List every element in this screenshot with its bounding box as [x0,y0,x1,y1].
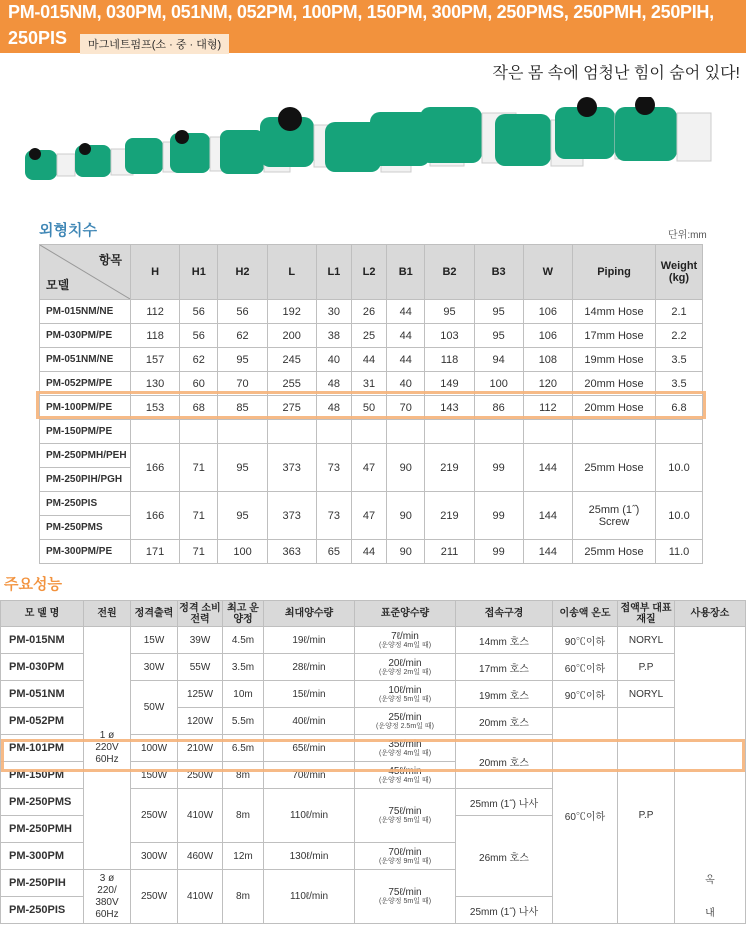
model-cell: PM-030PM/PE [40,324,131,348]
table-row [40,444,703,468]
max-flow-cell: 19ℓ/min [264,627,355,654]
model-cell: PM-101PM [1,735,84,762]
std-flow-note: (운양정 4m일 때) [378,776,432,784]
max-flow-cell: 40ℓ/min [264,708,355,735]
value-cell: 363 [267,540,316,564]
head-cell: 4.5m [223,627,264,654]
value-cell: 71 [180,492,218,540]
std-flow-note: (운양정 5m일 때) [378,898,432,905]
value-cell: 56 [180,324,218,348]
consumption-cell: 250W [178,762,223,789]
value-cell [387,420,425,444]
value-cell: 245 [267,348,316,372]
value-cell: 255 [267,372,316,396]
table-row [40,300,703,324]
std-flow-note: (운양정 9m일 때) [378,857,432,865]
perf-col-header: 정격출력 [131,601,178,627]
output-cell: 15W [131,627,178,654]
value-cell: 144 [523,444,572,492]
value-cell: 130 [131,372,180,396]
perf-col-header: 전원 [84,601,131,627]
value-cell: 112 [131,300,180,324]
table-row [40,420,703,444]
value-cell [474,420,523,444]
max-flow-cell: 15ℓ/min [264,681,355,708]
value-cell: 95 [218,444,267,492]
value-cell: 373 [267,492,316,540]
model-cell: PM-150PM [1,762,84,789]
max-flow-cell: 110ℓ/min [264,789,355,843]
std-flow-note: (운양정 4m일 때) [378,749,432,757]
std-flow-note: (운양정 2m일 때) [378,668,432,676]
unit-note: 단위:mm [668,230,707,241]
dim-col-header: Piping [573,245,656,300]
model-cell: PM-100PM/PE [40,396,131,420]
dim-corner-cell [40,245,131,300]
header-bar [0,0,746,53]
value-cell: 48 [316,372,351,396]
value-cell [180,420,218,444]
head-cell: 8m [223,789,264,843]
value-cell: 3.5 [656,372,703,396]
value-cell: 25mm (1˝) Screw [573,492,656,540]
value-cell: 95 [218,348,267,372]
value-cell: 95 [474,300,523,324]
value-cell: 108 [523,348,572,372]
power-cell [84,627,131,870]
value-cell: 219 [425,492,474,540]
value-cell: 219 [425,444,474,492]
subtitle-tag: 마그네트펌프(소 · 중 · 대형) [80,34,229,54]
std-flow: 25ℓ/min [388,711,422,723]
value-cell: 71 [180,540,218,564]
value-cell: 25mm Hose [573,444,656,492]
std-flow-cell [355,708,456,735]
value-cell: 112 [523,396,572,420]
output-cell: 250W [131,870,178,924]
std-flow: 70ℓ/min [388,846,422,858]
value-cell: 44 [387,324,425,348]
std-flow-note: (운양정 5m일 때) [378,817,432,824]
connection-cell: 17mm 호스 [456,654,553,681]
std-flow: 75ℓ/min [388,887,422,898]
value-cell: 149 [425,372,474,396]
std-flow-cell [355,789,456,843]
connection-cell: 14mm 호스 [456,627,553,654]
value-cell: 143 [425,396,474,420]
value-cell: 44 [351,348,386,372]
std-flow-note: (운양정 5m일 때) [378,695,432,703]
value-cell: 20mm Hose [573,396,656,420]
std-flow-note: (운양정 4m일 때) [378,641,432,649]
location-char: 내 [705,908,715,919]
value-cell: 30 [316,300,351,324]
value-cell [351,420,386,444]
head-cell: 12m [223,843,264,870]
value-cell: 100 [218,540,267,564]
output-cell: 250W [131,789,178,843]
value-cell: 90 [387,492,425,540]
value-cell: 275 [267,396,316,420]
value-cell: 60 [180,372,218,396]
value-cell: 85 [218,396,267,420]
value-cell: 90 [387,444,425,492]
model-cell: PM-250PIS [40,492,131,516]
value-cell: 62 [180,348,218,372]
value-cell: 153 [131,396,180,420]
value-cell: 211 [425,540,474,564]
value-cell [131,420,180,444]
value-cell: 25mm Hose [573,540,656,564]
value-cell: 100 [474,372,523,396]
value-cell: 56 [218,300,267,324]
dim-col-header: H1 [180,245,218,300]
table-row [40,324,703,348]
value-cell: 48 [316,396,351,420]
corner-model-label: 모델 [46,278,70,292]
perf-col-header: 사용장소 [675,601,746,627]
std-flow-cell [355,681,456,708]
connection-cell: 19mm 호스 [456,681,553,708]
value-cell: 44 [351,540,386,564]
std-flow-cell [355,654,456,681]
page-title-line2: 250PIS [8,28,68,48]
consumption-cell: 410W [178,870,223,924]
temperature-cell: 90℃이하 [553,681,618,708]
value-cell: 94 [474,348,523,372]
perf-col-header: 최대양수량 [264,601,355,627]
model-cell: PM-250PMH [1,816,84,843]
std-flow: 20ℓ/min [388,657,422,669]
value-cell: 95 [425,300,474,324]
perf-col-header: 정격 소비전력 [179,602,221,625]
model-cell: PM-250PMS [1,789,84,816]
perf-col-header: 표준양수량 [355,601,456,627]
value-cell: 99 [474,492,523,540]
value-cell: 47 [351,444,386,492]
output-cell: 100W [131,735,178,762]
head-cell: 6.5m [223,735,264,762]
value-cell [316,420,351,444]
material-cell: P.P [618,708,675,924]
value-cell: 200 [267,324,316,348]
value-cell: 70 [387,396,425,420]
value-cell [573,420,656,444]
material-cell: NORYL [618,681,675,708]
performance-table [0,600,746,924]
consumption-cell: 210W [178,735,223,762]
consumption-cell: 55W [178,654,223,681]
output-cell: 30W [131,654,178,681]
max-flow-cell: 65ℓ/min [264,735,355,762]
output-cell: 300W [131,843,178,870]
perf-col-header: 모 델 명 [1,601,84,627]
value-cell: 73 [316,444,351,492]
value-cell: 31 [351,372,386,396]
value-cell: 86 [474,396,523,420]
connection-cell: 25mm (1˝) 나사 [456,789,553,816]
value-cell: 71 [180,444,218,492]
perf-col-header: 접액부 대표재질 [618,601,675,627]
dimensions-table [39,244,703,564]
value-cell: 166 [131,444,180,492]
value-cell: 50 [351,396,386,420]
std-flow: 10ℓ/min [388,684,422,696]
value-cell: 14mm Hose [573,300,656,324]
model-cell: PM-250PIH [1,870,84,897]
perf-col-header: 접속구경 [456,601,553,627]
connection-cell: 20mm 호스 [456,735,553,789]
value-cell: 144 [523,540,572,564]
location-char: 옥 [705,875,715,886]
max-flow-cell: 110ℓ/min [264,870,355,924]
value-cell: 118 [425,348,474,372]
consumption-cell: 460W [178,843,223,870]
table-row [40,540,703,564]
power-three: 3 ø 220/ 380V 60Hz [95,872,119,920]
std-flow: 75ℓ/min [388,806,422,817]
model-cell: PM-150PM/PE [40,420,131,444]
model-cell: PM-015NM/NE [40,300,131,324]
value-cell: 2.2 [656,324,703,348]
value-cell: 68 [180,396,218,420]
std-flow-cell [355,843,456,870]
value-cell: 3.5 [656,348,703,372]
temperature-cell: 90℃이하 [553,627,618,654]
dim-header-row [40,245,703,300]
head-cell: 5.5m [223,708,264,735]
value-cell: 25 [351,324,386,348]
value-cell: 95 [218,492,267,540]
power-cell [84,870,131,924]
value-cell: 171 [131,540,180,564]
dim-col-header: B1 [387,245,425,300]
value-cell: 99 [474,444,523,492]
perf-col-header: 최고 운양정 [223,601,264,627]
dim-col-header: L [267,245,316,300]
dim-col-header: L1 [316,245,351,300]
output-cell: 50W [131,681,178,735]
dimensions-title: 외형치수 [39,222,97,239]
std-flow-cell [355,735,456,762]
connection-cell: 26mm 호스 [456,816,553,897]
value-cell: 192 [267,300,316,324]
value-cell [425,420,474,444]
table-row [40,372,703,396]
head-cell: 8m [223,870,264,924]
consumption-cell: 39W [178,627,223,654]
value-cell: 144 [523,492,572,540]
value-cell: 2.1 [656,300,703,324]
model-cell: PM-051NM [1,681,84,708]
dim-col-header: W [523,245,572,300]
value-cell [523,420,572,444]
model-cell: PM-052PM [1,708,84,735]
value-cell: 6.8 [656,396,703,420]
temperature-cell: 60℃이하 [553,708,618,924]
std-flow: 35ℓ/min [388,738,422,750]
corner-item-label: 항목 [98,253,122,267]
value-cell: 20mm Hose [573,372,656,396]
value-cell: 10.0 [656,492,703,540]
pump-group [25,97,711,180]
value-cell [656,420,703,444]
material-cell: NORYL [618,627,675,654]
value-cell: 106 [523,300,572,324]
dim-col-header: H2 [218,245,267,300]
model-cell: PM-250PIH/PGH [40,468,131,492]
material-cell: P.P [618,654,675,681]
table-row [40,396,703,420]
model-cell: PM-250PMS [40,516,131,540]
value-cell: 40 [387,372,425,396]
value-cell: 11.0 [656,540,703,564]
model-cell: PM-015NM [1,627,84,654]
max-flow-cell: 28ℓ/min [264,654,355,681]
std-flow: 7ℓ/min [391,630,419,642]
dim-col-header: H [131,245,180,300]
model-cell: PM-030PM [1,654,84,681]
value-cell: 90 [387,540,425,564]
value-cell: 166 [131,492,180,540]
value-cell: 10.0 [656,444,703,492]
performance-title: 주요성능 [4,576,62,593]
value-cell: 120 [523,372,572,396]
value-cell: 38 [316,324,351,348]
std-flow-cell [355,870,456,924]
std-flow-cell [355,627,456,654]
page-title-line1: PM-015NM, 030PM, 051NM, 052PM, 100PM, 150PM, 300PM, 250PMS, 250PMH, 250PIH, [8,2,714,22]
std-flow-note: (운양정 2.5m일 때) [376,722,434,730]
value-cell: 17mm Hose [573,324,656,348]
value-cell: 26 [351,300,386,324]
value-cell: 118 [131,324,180,348]
std-flow-cell [355,762,456,789]
connection-cell: 25mm (1˝) 나사 [456,897,553,924]
table-row [40,492,703,516]
value-cell: 95 [474,324,523,348]
dim-col-header: Weight (kg) [656,245,703,300]
connection-cell: 20mm 호스 [456,708,553,735]
value-cell: 70 [218,372,267,396]
model-cell: PM-250PMH/PEH [40,444,131,468]
slogan: 작은 몸 속에 엄청난 힘이 숨어 있다! [492,65,740,82]
value-cell: 106 [523,324,572,348]
model-cell: PM-051NM/NE [40,348,131,372]
pump-product-photo [25,97,725,207]
table-row [1,627,746,654]
value-cell [267,420,316,444]
value-cell: 157 [131,348,180,372]
value-cell: 65 [316,540,351,564]
power-single: 1 ø 220V 60Hz [95,730,119,765]
value-cell: 62 [218,324,267,348]
model-cell: PM-300PM [1,843,84,870]
std-flow: 45ℓ/min [388,765,422,777]
consumption-cell: 120W [178,708,223,735]
consumption-cell: 410W [178,789,223,843]
value-cell: 56 [180,300,218,324]
value-cell: 99 [474,540,523,564]
value-cell [218,420,267,444]
value-cell: 44 [387,300,425,324]
max-flow-cell: 130ℓ/min [264,843,355,870]
dim-col-header: L2 [351,245,386,300]
table-row [40,348,703,372]
value-cell: 47 [351,492,386,540]
location-cell [675,627,746,924]
max-flow-cell: 70ℓ/min [264,762,355,789]
temperature-cell: 60℃이하 [553,654,618,681]
perf-header-row [1,601,746,627]
value-cell: 373 [267,444,316,492]
consumption-cell: 125W [178,681,223,708]
value-cell: 19mm Hose [573,348,656,372]
value-cell: 40 [316,348,351,372]
value-cell: 73 [316,492,351,540]
model-cell: PM-052PM/PE [40,372,131,396]
model-cell: PM-300PM/PE [40,540,131,564]
dim-col-header: B2 [425,245,474,300]
head-cell: 8m [223,762,264,789]
head-cell: 10m [223,681,264,708]
dim-col-header: B3 [474,245,523,300]
value-cell: 44 [387,348,425,372]
model-cell: PM-250PIS [1,897,84,924]
head-cell: 3.5m [223,654,264,681]
perf-col-header: 이송액 온도 [553,601,618,627]
value-cell: 103 [425,324,474,348]
output-cell: 150W [131,762,178,789]
